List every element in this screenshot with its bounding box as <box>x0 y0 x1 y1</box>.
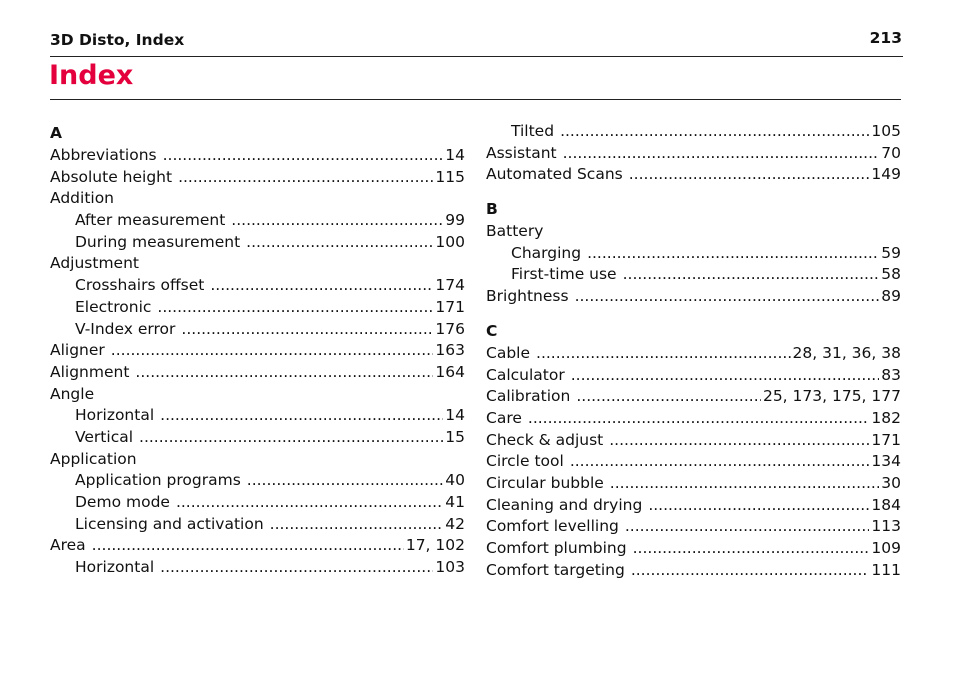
dot-leader <box>625 516 870 538</box>
index-letter-heading: C <box>486 321 498 340</box>
index-page-reference: 100 <box>435 232 465 251</box>
dot-leader <box>609 430 869 452</box>
index-subentry <box>50 297 465 319</box>
header-divider <box>50 56 903 57</box>
index-group-heading: Angle <box>50 384 95 403</box>
index-page-reference: 103 <box>435 558 465 577</box>
index-column-left <box>50 121 465 579</box>
dot-leader <box>157 297 433 319</box>
dot-leader <box>536 343 791 365</box>
index-term: Comfort targeting <box>486 560 625 579</box>
index-page-reference: 184 <box>871 495 901 514</box>
dot-leader <box>528 408 870 430</box>
index-page-reference: 171 <box>871 430 901 449</box>
dot-leader <box>648 495 869 517</box>
index-page-reference: 113 <box>871 517 901 536</box>
index-page-reference: 171 <box>435 297 465 316</box>
index-subentry <box>486 121 901 143</box>
index-subentry <box>50 275 465 297</box>
page-title: Index <box>49 60 134 91</box>
dot-leader <box>247 470 443 492</box>
index-term: Vertical <box>75 427 134 446</box>
index-page-reference: 28, 31, 36, 38 <box>792 343 901 362</box>
index-page-reference: 42 <box>445 514 465 533</box>
index-page-reference: 58 <box>881 265 901 284</box>
index-subentry <box>50 232 465 254</box>
index-term: Absolute height <box>50 167 173 186</box>
index-entry <box>486 365 901 387</box>
dot-leader <box>629 164 870 186</box>
index-term: During measurement <box>75 232 241 251</box>
index-term: Horizontal <box>75 406 155 425</box>
index-page-reference: 149 <box>871 165 901 184</box>
index-page-reference: 30 <box>881 473 901 492</box>
index-term: Aligner <box>50 341 105 360</box>
index-entry <box>486 386 901 408</box>
index-term: Area <box>50 536 86 555</box>
index-entry <box>486 408 901 430</box>
index-term: Comfort plumbing <box>486 539 627 557</box>
index-entry <box>486 143 901 165</box>
index-subentry <box>50 557 465 579</box>
index-entry <box>486 286 901 308</box>
dot-leader <box>563 143 880 165</box>
index-page-reference: 40 <box>445 471 465 490</box>
index-term: Check & adjust <box>486 430 604 449</box>
index-subentry <box>50 427 465 449</box>
index-entry <box>486 560 901 582</box>
dot-leader <box>163 145 444 167</box>
dot-leader <box>571 365 880 387</box>
index-entry <box>486 451 901 473</box>
running-header-title: 3D Disto, Index <box>50 31 185 49</box>
index-entry <box>50 535 465 557</box>
index-page-reference: 182 <box>871 408 901 427</box>
dot-leader <box>160 557 433 579</box>
dot-leader <box>181 319 433 341</box>
index-page-reference: 164 <box>435 362 465 381</box>
index-group-heading: Adjustment <box>50 254 139 273</box>
index-term: Charging <box>511 243 582 262</box>
dot-leader <box>270 514 444 536</box>
index-entry <box>486 516 901 538</box>
index-term: Electronic <box>75 297 152 316</box>
index-page-reference: 105 <box>871 122 901 140</box>
index-entry <box>486 538 901 560</box>
index-subentry <box>50 405 465 427</box>
index-subentry <box>50 514 465 536</box>
dot-leader <box>231 210 443 232</box>
dot-leader <box>575 286 880 308</box>
dot-leader <box>111 340 434 362</box>
index-term: Automated Scans <box>486 165 623 184</box>
index-page-reference: 14 <box>445 146 465 164</box>
index-term: Tilted <box>511 122 555 140</box>
index-page-reference: 83 <box>881 365 901 384</box>
dot-leader <box>587 243 879 265</box>
index-page-reference: 109 <box>871 539 901 557</box>
index-page-reference: 163 <box>435 341 465 360</box>
index-page-reference: 134 <box>871 452 901 471</box>
dot-leader <box>576 386 761 408</box>
index-entry <box>486 164 901 186</box>
index-term: Application programs <box>75 471 241 490</box>
index-page-reference: 14 <box>445 406 465 425</box>
index-term: Abbreviations <box>50 146 157 164</box>
index-page-reference: 111 <box>871 560 901 579</box>
index-page-reference: 70 <box>881 143 901 162</box>
dot-leader <box>560 121 869 143</box>
dot-leader <box>610 473 879 495</box>
index-term: Brightness <box>486 287 569 306</box>
index-term: Circular bubble <box>486 473 604 492</box>
dot-leader <box>246 232 433 254</box>
index-entry <box>50 167 465 189</box>
index-term: Demo mode <box>75 493 170 511</box>
index-entry <box>50 362 465 384</box>
index-letter-heading: A <box>50 124 62 142</box>
dot-leader <box>210 275 433 297</box>
index-term: After measurement <box>75 211 226 230</box>
index-entry <box>486 343 901 365</box>
index-page-reference: 25, 173, 175, 177 <box>762 387 901 406</box>
index-group-heading: Application <box>50 449 137 468</box>
index-letter-heading: B <box>486 200 498 219</box>
index-term: Calculator <box>486 365 565 384</box>
index-column-right <box>486 121 901 581</box>
index-term: Horizontal <box>75 558 155 577</box>
index-term: First-time use <box>511 265 617 284</box>
index-term: Calibration <box>486 387 571 406</box>
dot-leader <box>176 492 443 514</box>
index-term: Care <box>486 408 522 427</box>
index-entry <box>50 145 465 167</box>
index-entry <box>486 473 901 495</box>
index-page-reference: 59 <box>881 243 901 262</box>
index-subentry <box>486 243 901 265</box>
index-group-heading: Addition <box>50 189 115 208</box>
dot-leader <box>139 427 443 449</box>
dot-leader <box>631 560 870 582</box>
dot-leader <box>135 362 433 384</box>
index-term: Comfort levelling <box>486 517 619 536</box>
index-page-reference: 41 <box>445 493 465 511</box>
index-term: Cleaning and drying <box>486 495 643 514</box>
index-term: V-Index error <box>75 319 176 338</box>
index-entry <box>486 495 901 517</box>
index-term: Crosshairs offset <box>75 276 205 295</box>
index-page-reference: 17, 102 <box>405 536 465 555</box>
page-number: 213 <box>869 29 902 47</box>
dot-leader <box>623 264 880 286</box>
index-term: Circle tool <box>486 452 564 471</box>
index-term: Alignment <box>50 362 130 381</box>
index-subentry <box>50 210 465 232</box>
index-page-reference: 89 <box>881 287 901 306</box>
index-term: Assistant <box>486 143 557 162</box>
dot-leader <box>92 535 404 557</box>
index-page-reference: 115 <box>435 167 465 186</box>
index-entry <box>486 430 901 452</box>
title-divider <box>50 99 901 100</box>
dot-leader <box>178 167 433 189</box>
index-entry <box>50 340 465 362</box>
dot-leader <box>160 405 443 427</box>
index-page-reference: 15 <box>445 427 465 446</box>
index-term: Licensing and activation <box>75 514 264 533</box>
index-term: Cable <box>486 343 531 362</box>
index-page-reference: 99 <box>445 211 465 230</box>
index-page-reference: 174 <box>435 276 465 295</box>
index-subentry <box>50 319 465 341</box>
dot-leader <box>570 451 870 473</box>
index-subentry <box>486 264 901 286</box>
index-page-reference: 176 <box>435 319 465 338</box>
index-subentry <box>50 470 465 492</box>
index-group-heading: Battery <box>486 222 544 241</box>
index-subentry <box>50 492 465 514</box>
dot-leader <box>633 538 870 560</box>
